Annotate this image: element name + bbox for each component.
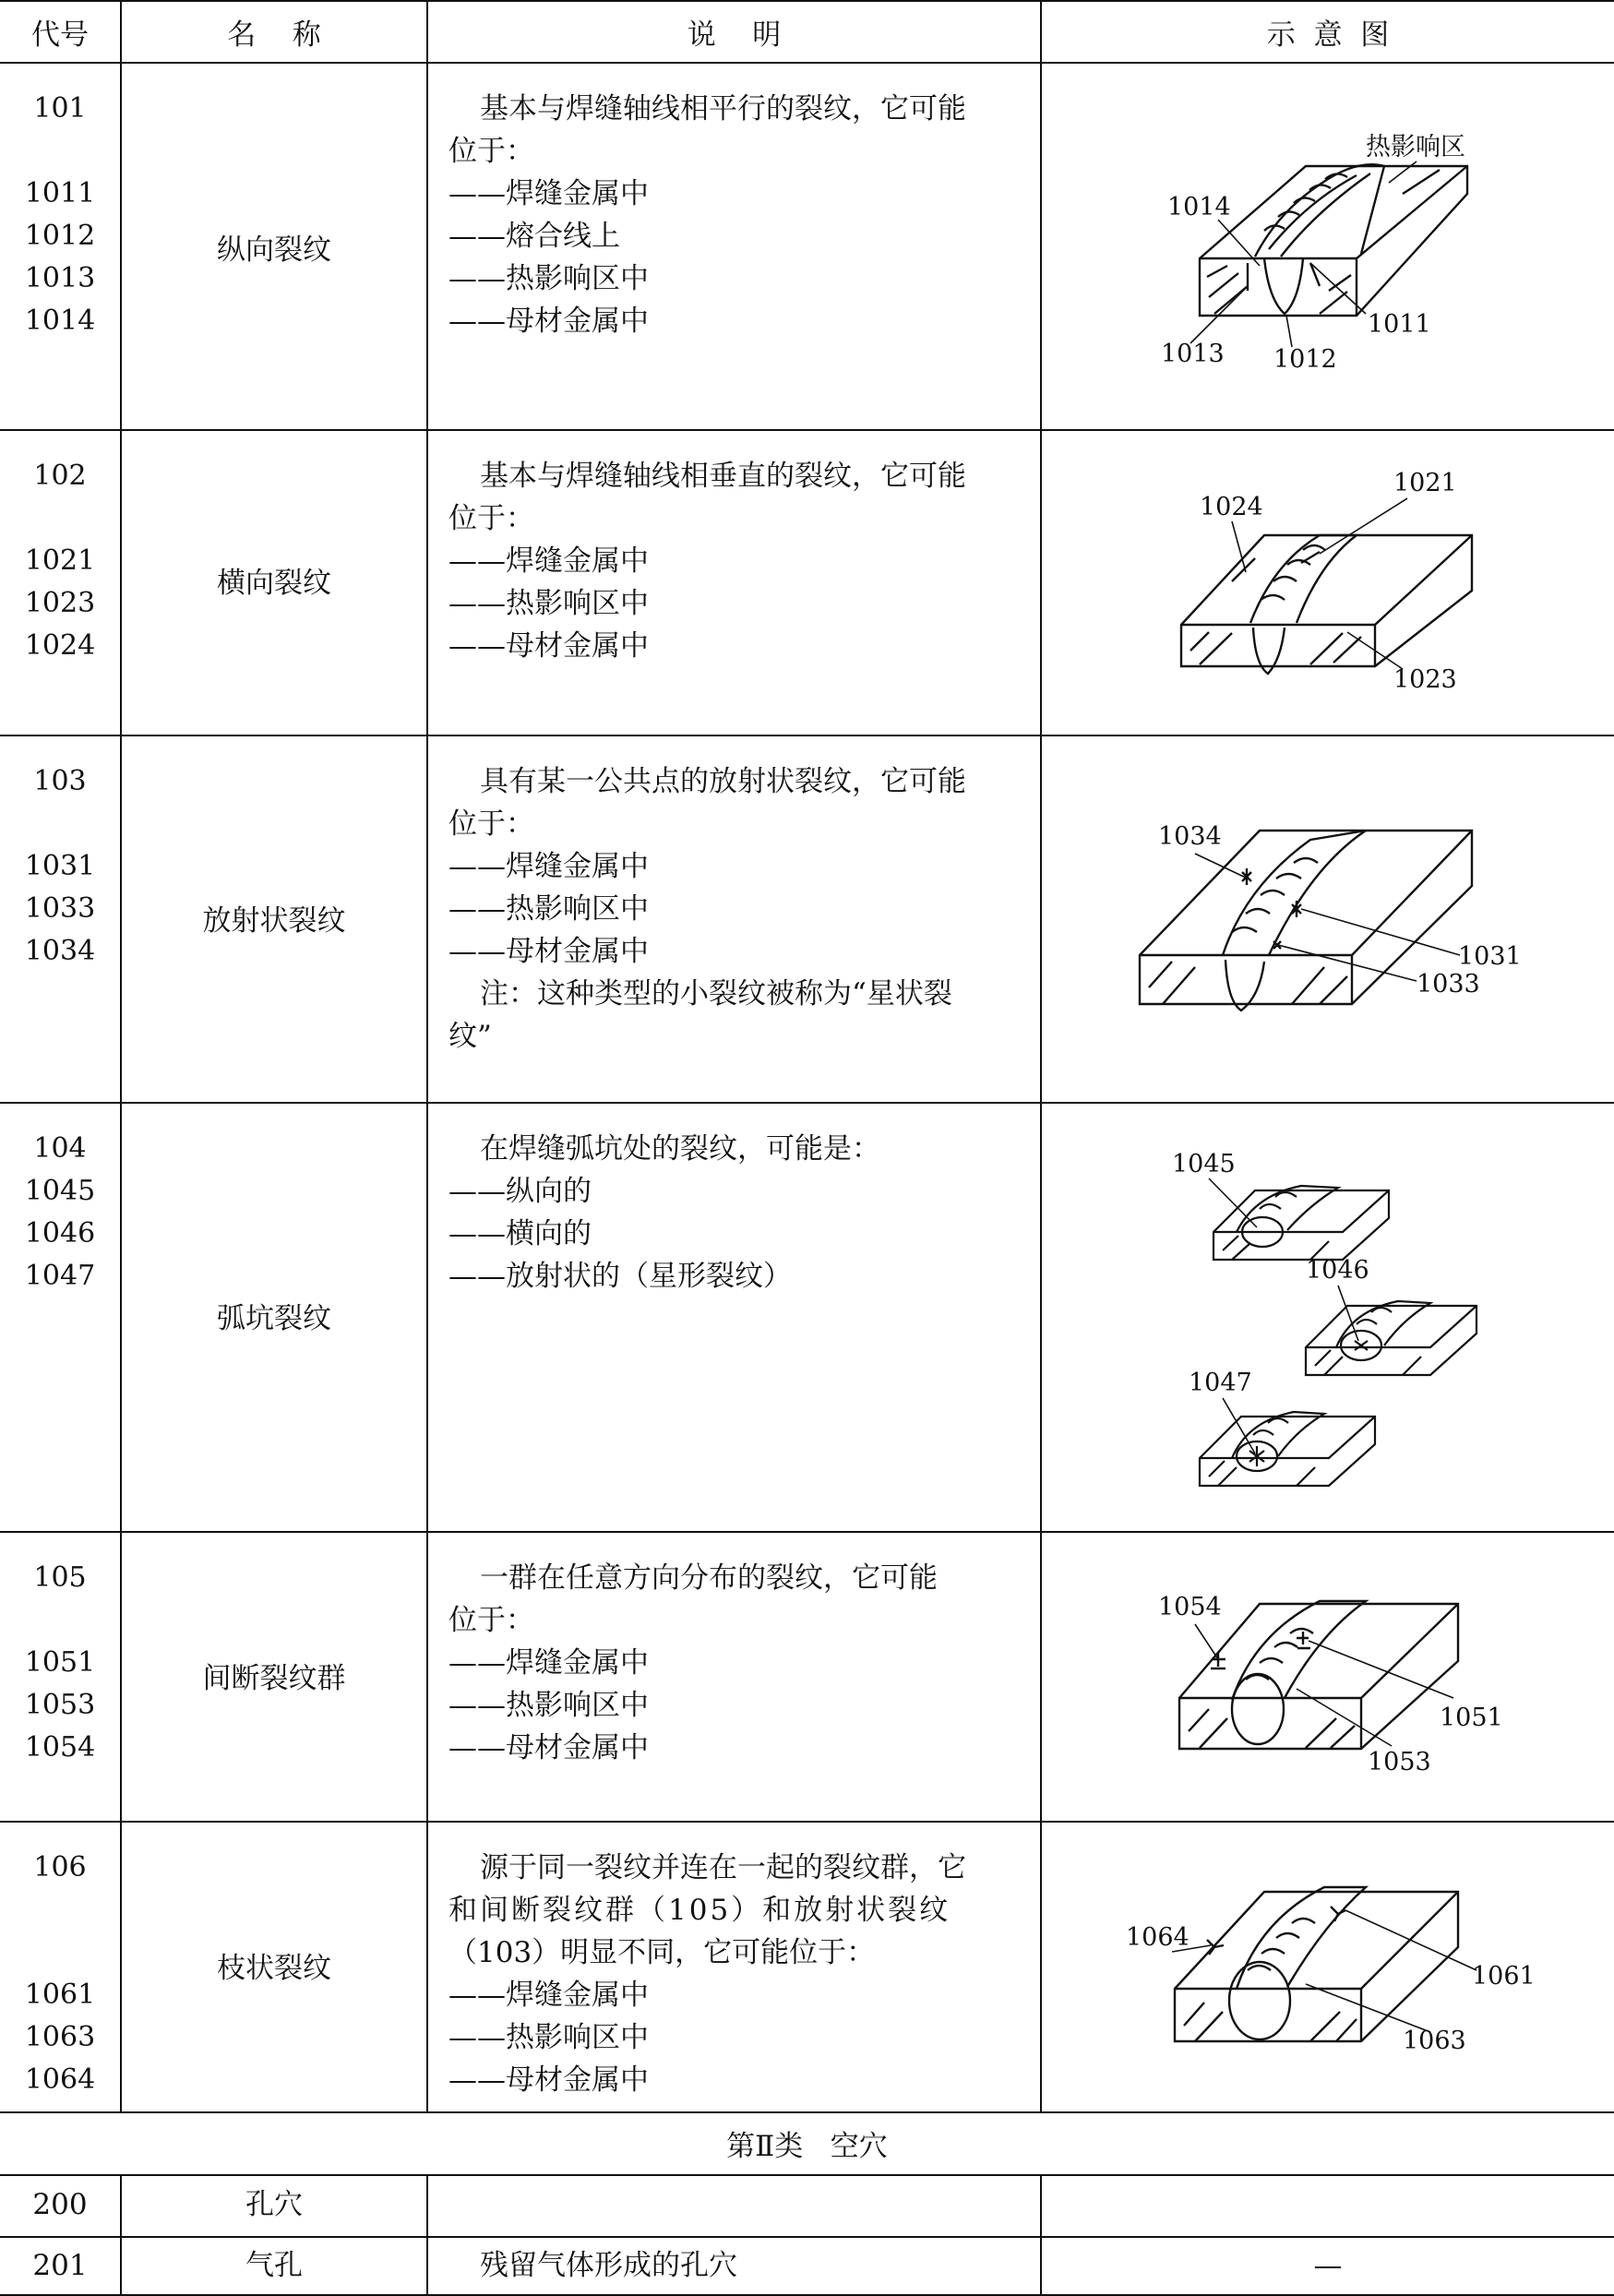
- defect-description: 在焊缝弧坑处的裂纹，可能是： ——纵向的 ——横向的 ——放射状的（星形裂纹）: [448, 1132, 880, 1293]
- row-rule: [0, 735, 1614, 736]
- defect-name: 横向裂纹: [217, 567, 331, 600]
- defect-description: 具有某一公共点的放射状裂纹，它可能 位于： ——焊缝金属中 ——热影响区中 ——母材金属中 注：这种类型的小裂纹被称为“星状裂 纹”: [448, 765, 966, 1053]
- row-rule: [0, 1821, 1614, 1823]
- defect-description: 基本与焊缝轴线相垂直的裂纹，它可能 位于： ——焊缝金属中 ——热影响区中 ——母材金属中: [448, 460, 966, 663]
- svg-text:1011: 1011: [1368, 310, 1431, 339]
- svg-text:1054: 1054: [1158, 1593, 1222, 1621]
- svg-text:1021: 1021: [1393, 469, 1457, 497]
- longitudinal-crack-diagram: [1043, 102, 1614, 397]
- defect-name: 枝状裂纹: [217, 1952, 331, 1985]
- row-rule: [0, 2174, 1614, 2176]
- row-rule: [0, 2236, 1614, 2238]
- defect-description: 残留气体形成的孔穴: [480, 2249, 737, 2282]
- defect-description: 源于同一裂纹并连在一起的裂纹群，它 和间断裂纹群（105）和放射状裂纹 （103）明显不同，它可能位于： ——焊缝金属中 ——热影响区中 ——母材金属中: [448, 1851, 966, 2097]
- svg-text:热影响区: 热影响区: [1366, 133, 1465, 161]
- svg-text:1033: 1033: [1417, 970, 1480, 999]
- branching-crack-diagram: [1043, 1836, 1614, 2109]
- svg-text:1053: 1053: [1368, 1748, 1431, 1776]
- header-name: 名 称: [227, 18, 321, 52]
- svg-text:1034: 1034: [1158, 822, 1222, 851]
- svg-text:1047: 1047: [1189, 1369, 1252, 1397]
- col-rule: [120, 0, 122, 2112]
- radiating-crack-diagram: [1043, 757, 1614, 1098]
- crack-group-diagram: [1043, 1550, 1614, 1818]
- defect-description: 基本与焊缝轴线相平行的裂纹，它可能 位于： ——焊缝金属中 ——熔合线上 ——热影响区中 ——母材金属中: [448, 92, 966, 338]
- row-codes: 102 1021 1023 1024: [24, 460, 96, 662]
- defect-name: 间断裂纹群: [202, 1662, 346, 1695]
- col-rule: [1040, 0, 1042, 2112]
- row-codes: 101 1011 1012 1013 1014: [24, 92, 96, 337]
- svg-text:1031: 1031: [1458, 942, 1522, 971]
- defect-name: 弧坑裂纹: [217, 1302, 331, 1335]
- row-rule: [0, 1531, 1614, 1533]
- defect-name: 孔穴: [245, 2188, 303, 2221]
- defect-name: 放射状裂纹: [202, 904, 346, 938]
- svg-text:1013: 1013: [1161, 340, 1225, 368]
- defect-code: 201: [32, 2249, 88, 2282]
- row-codes: 105 1051 1053 1054: [24, 1561, 96, 1764]
- svg-text:1051: 1051: [1440, 1704, 1503, 1732]
- row-rule: [0, 1102, 1614, 1104]
- col-rule: [426, 0, 428, 2112]
- col-rule: [426, 2174, 428, 2296]
- row-codes: 104 1045 1046 1047: [24, 1132, 96, 1292]
- defect-code: 200: [32, 2188, 88, 2221]
- row-codes: 106 1061 1063 1064: [24, 1851, 96, 2096]
- row-rule: [0, 2111, 1614, 2113]
- svg-text:1061: 1061: [1472, 1962, 1536, 1991]
- section-heading: 第Ⅱ类 空穴: [726, 2130, 888, 2163]
- svg-text:1045: 1045: [1172, 1150, 1236, 1178]
- svg-text:1064: 1064: [1126, 1923, 1190, 1952]
- header-desc: 说 明: [687, 18, 782, 52]
- defect-name: 气孔: [245, 2249, 303, 2282]
- crater-crack-diagram: [1043, 1121, 1614, 1527]
- svg-text:1023: 1023: [1393, 665, 1457, 694]
- defect-name: 纵向裂纹: [217, 233, 331, 267]
- row-codes: 103 1031 1033 1034: [24, 765, 96, 967]
- defect-description: 一群在任意方向分布的裂纹，它可能 位于： ——焊缝金属中 ——热影响区中 ——母材金属中: [448, 1561, 938, 1764]
- svg-text:1014: 1014: [1167, 193, 1231, 221]
- svg-text:1063: 1063: [1403, 2027, 1466, 2055]
- header-code: 代号: [31, 18, 89, 52]
- svg-text:1024: 1024: [1200, 493, 1263, 521]
- transverse-crack-diagram: [1043, 452, 1614, 720]
- svg-text:1046: 1046: [1306, 1256, 1369, 1285]
- header-figure: 示 意 图: [1266, 18, 1390, 52]
- figure-cell: —: [1313, 2249, 1343, 2282]
- svg-text:1012: 1012: [1273, 345, 1337, 374]
- row-rule: [0, 429, 1614, 431]
